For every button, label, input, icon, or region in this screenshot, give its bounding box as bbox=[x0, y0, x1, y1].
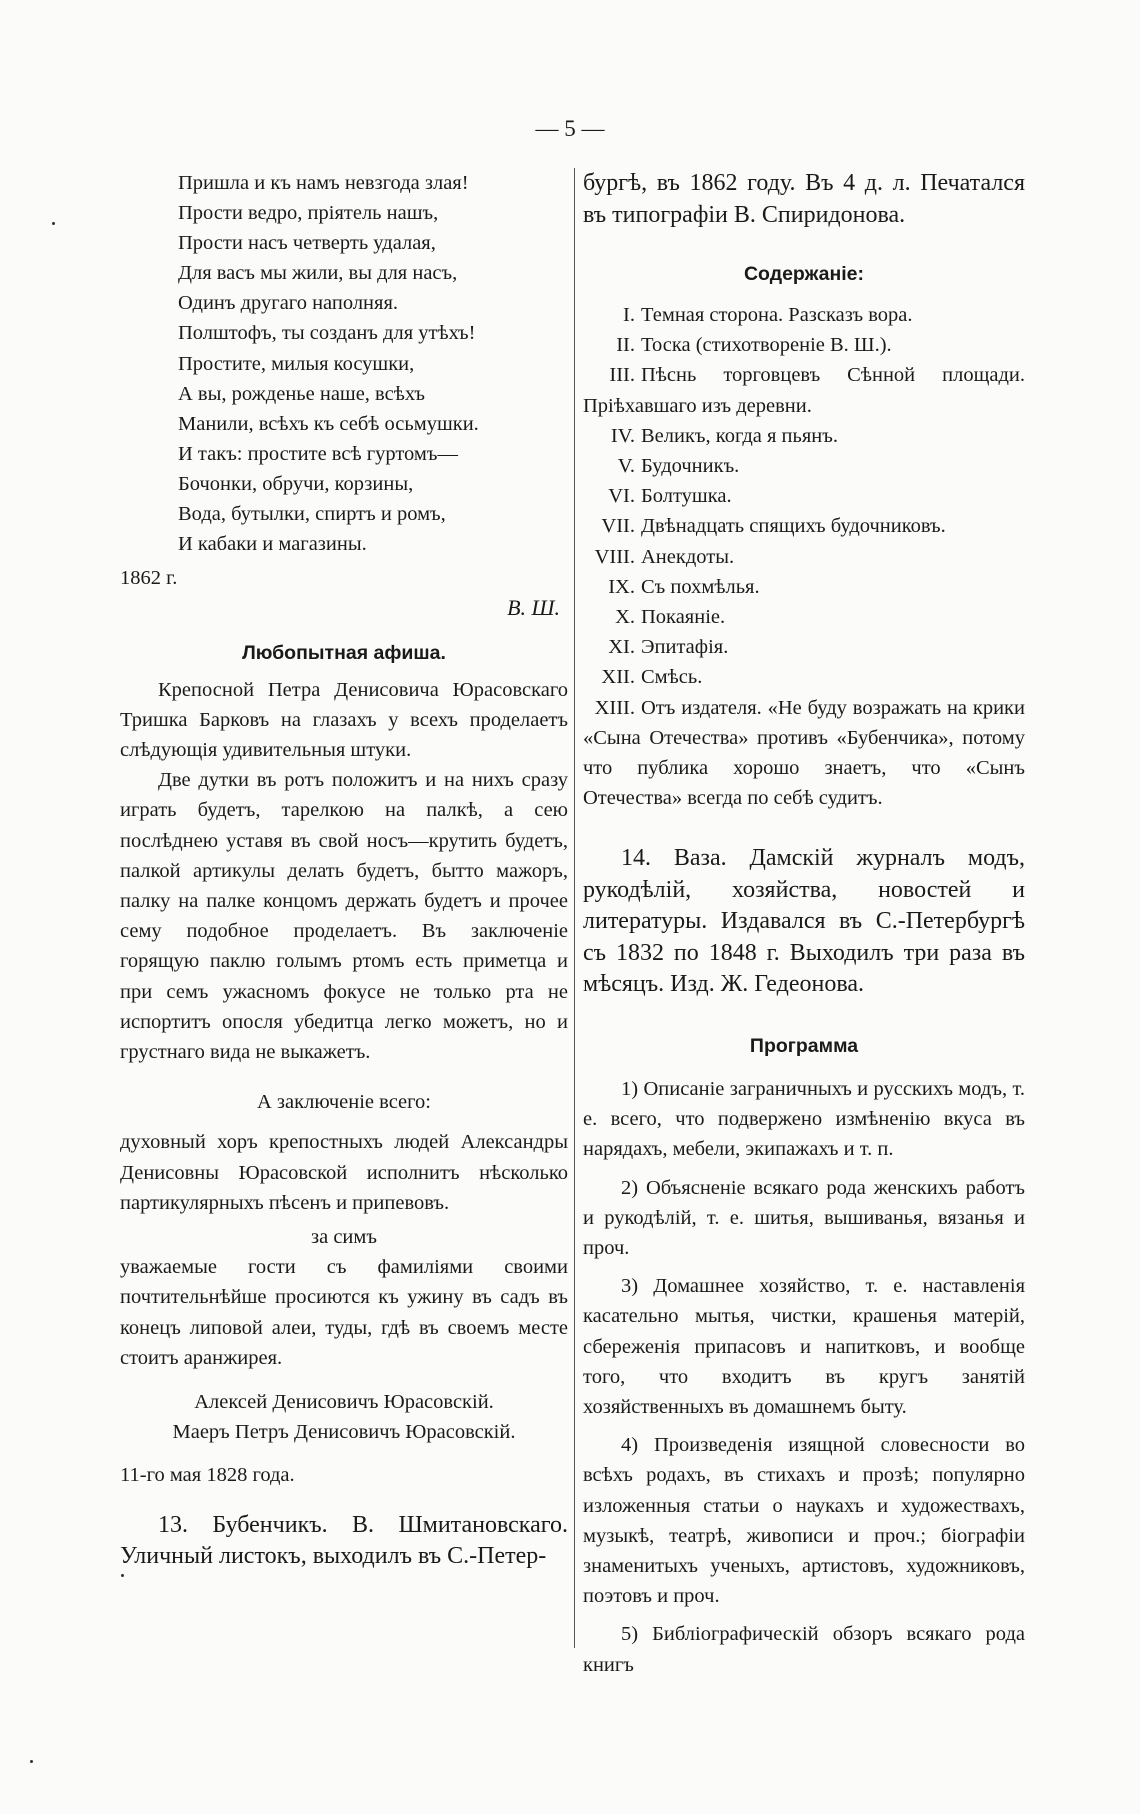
print-speck bbox=[30, 1760, 33, 1763]
after-label: за симъ bbox=[311, 1226, 377, 1249]
page-number: — 5 — bbox=[535, 116, 605, 141]
contents-item-text: Съ похмѣлья. bbox=[641, 575, 760, 598]
poem-year: 1862 г. bbox=[120, 567, 178, 590]
contents-item-text: Будочникъ. bbox=[641, 455, 740, 478]
contents-item bbox=[583, 421, 1025, 451]
contents-item-text: Темная сторона. Разсказъ вора. bbox=[641, 304, 913, 326]
poem-line: Полштофъ, ты созданъ для утѣхъ! bbox=[178, 322, 476, 345]
column-divider bbox=[574, 168, 575, 1648]
contents-item bbox=[583, 602, 1025, 632]
contents-item-number: IV. bbox=[610, 424, 635, 447]
poem-line: Простите, милыя косушки, bbox=[178, 352, 415, 375]
contents-item-text: Пѣснь торговцевъ Сѣнной площади. Пріѣхавшаго изъ деревни. bbox=[583, 364, 1025, 417]
poem-line: Для васъ мы жили, вы для насъ, bbox=[178, 262, 458, 285]
poem-line: И кабаки и магазины. bbox=[178, 533, 367, 556]
date: 11-го мая 1828 года. bbox=[120, 1463, 295, 1486]
contents-list bbox=[583, 300, 1025, 813]
contents-item-number: IX. bbox=[608, 575, 635, 598]
print-speck bbox=[121, 1574, 124, 1577]
print-speck bbox=[52, 222, 55, 225]
bibliography-entry-13-continued: бургѣ, въ 1862 году. Въ 4 д. л. Печатался въ типографіи В. Спиридонова. bbox=[583, 170, 1025, 228]
contents-item-text: Тоска (стихотвореніе В. Ш.). bbox=[641, 334, 892, 357]
contents-item-text: Анекдоты. bbox=[641, 545, 735, 568]
poem-line: Пришла и къ намъ невзгода злая! bbox=[178, 172, 469, 194]
contents-item-text: Покаяніе. bbox=[641, 606, 726, 629]
contents-item-number: I. bbox=[623, 304, 635, 326]
right-column bbox=[583, 168, 1025, 1680]
contents-item bbox=[583, 693, 1025, 814]
program-item: 2) Объясненіе всякаго рода женскихъ работъ и рукодѣлій, т. е. шитья, вышиванья, вязанья и проч. bbox=[583, 1176, 1025, 1259]
afisha-paragraph: Крепосной Петра Денисовича Юрасовскаго Тришка Барковъ на глазахъ у всехъ проделаетъ слѣдующія удивительныя штуки. bbox=[120, 678, 568, 762]
contents-item bbox=[583, 451, 1025, 481]
bibliography-entry-14: 14. Ваза. Дамскій журналъ модъ, рукодѣлій, хозяйства, новостей и литературы. Издавался въ С.-Петербургѣ съ 1832 по 1848 г. Выходилъ три раза въ мѣсяцъ. Изд. Ж. Гедеонова. bbox=[583, 845, 1025, 998]
contents-item bbox=[583, 360, 1025, 420]
contents-item bbox=[583, 662, 1025, 692]
contents-item-number: XIII. bbox=[594, 696, 635, 719]
program-item: 5) Библіографическій обзоръ всякаго рода книгъ bbox=[583, 1623, 1025, 1676]
contents-item bbox=[583, 481, 1025, 511]
signatory: Алексей Денисовичъ Юрасовскій. bbox=[194, 1391, 494, 1414]
contents-heading: Содержаніе: bbox=[743, 263, 865, 285]
contents-item-number: III. bbox=[609, 364, 635, 387]
program-item: 4) Произведенія изящной словесности во всѣхъ родахъ, въ стихахъ и прозѣ; популярно изложенныя статьи о наукахъ и художествахъ, музыкѣ, театрѣ, живописи и проч.; біографіи знаменитыхъ ученыхъ, артистовъ, художниковъ, поэтовъ и проч. bbox=[583, 1434, 1025, 1608]
program-item: 1) Описаніе заграничныхъ и русскихъ модъ, т. е. всего, что подвержено измѣненію вкуса въ нарядахъ, мебели, экипажахъ и т. п. bbox=[583, 1077, 1025, 1161]
contents-item bbox=[583, 511, 1025, 541]
poem-line: Манили, всѣхъ къ себѣ осьмушки. bbox=[178, 412, 479, 435]
poem-line: Бочонки, обручи, корзины, bbox=[178, 472, 414, 495]
contents-item-text: Отъ издателя. «Не буду возражать на крики «Сына Отечества» противъ «Бубенчика», потому что публика хорошо знаетъ, что «Сынъ Отечества» всегда по себѣ судитъ. bbox=[583, 696, 1025, 810]
afisha-paragraph: Две дутки въ ротъ положитъ и на нихъ сразу играть будетъ, тарелкою на палкѣ, а сею послѣднею уставя въ свой носъ—крутить будетъ, палкой артикулы делать будетъ, бытто мажоръ, палку на палке концомъ держать будетъ и прочее сему подобное проделаетъ. Въ заключеніе горящую паклю голымъ ртомъ есть приметца и при семъ ужасномъ фокусе не только рта не испортитъ опосля убедитца легко можетъ, но и грустнаго вида не выкажетъ. bbox=[120, 769, 568, 1064]
contents-item-number: II. bbox=[616, 334, 635, 357]
program-heading: Программа bbox=[749, 1034, 859, 1057]
contents-item-text: Смѣсь. bbox=[641, 666, 703, 689]
contents-item bbox=[583, 632, 1025, 662]
poem-line: А вы, рожденье наше, всѣхъ bbox=[178, 382, 425, 405]
poem-signature: В. Ш. bbox=[507, 595, 560, 621]
poem-line: Прости насъ четверть удалая, bbox=[178, 232, 436, 255]
contents-item-number: VII. bbox=[601, 515, 635, 538]
contents-item-number: V. bbox=[617, 455, 635, 478]
poem-line: Вода, бутылки, спиртъ и ромъ, bbox=[178, 503, 446, 526]
guests-text: уважаемые гости съ фамиліями своими почтительнѣйше просиются къ ужину въ садъ въ конецъ липовой алеи, туды, гдѣ въ своемъ месте стоитъ аранжирея. bbox=[120, 1256, 568, 1369]
poem bbox=[178, 168, 568, 559]
choir-text: духовный хоръ крепостныхъ людей Александры Денисовны Юрасовской исполнитъ нѣсколько партикулярныхъ пѣсенъ и припевовъ. bbox=[120, 1131, 568, 1214]
bibliography-entry-13: 13. Бубенчикъ. В. Шмитановскаго. Уличный листокъ, выходилъ въ С.-Петер- bbox=[120, 1511, 568, 1570]
conclusion-label: А заключеніе всего: bbox=[257, 1091, 431, 1114]
contents-item-number: XI. bbox=[608, 636, 635, 659]
contents-item bbox=[583, 330, 1025, 360]
contents-item-text: Великъ, когда я пьянъ. bbox=[641, 424, 838, 447]
poem-line: И такъ: простите всѣ гуртомъ— bbox=[178, 442, 458, 465]
afisha-heading: Любопытная афиша. bbox=[242, 641, 446, 664]
contents-item bbox=[583, 300, 1025, 330]
contents-item-number: VI. bbox=[608, 485, 635, 508]
contents-item bbox=[583, 572, 1025, 602]
contents-item-text: Двѣнадцать спящихъ будочниковъ. bbox=[641, 515, 946, 538]
contents-item-text: Болтушка. bbox=[641, 485, 732, 508]
contents-item-number: XII. bbox=[601, 666, 635, 689]
signatory: Маеръ Петръ Денисовичъ Юрасовскій. bbox=[172, 1421, 516, 1444]
poem-line: Одинъ другаго наполняя. bbox=[178, 292, 399, 315]
contents-item-number: VIII. bbox=[594, 545, 635, 568]
program-item: 3) Домашнее хозяйство, т. е. наставленія касательно мытья, чистки, крашенья матерій, сбереженія припасовъ и напитковъ, и вообще того, что входитъ въ кругъ занятій хозяйственныхъ въ домашнемъ быту. bbox=[583, 1275, 1025, 1418]
contents-item bbox=[583, 542, 1025, 572]
poem-line: Прости ведро, пріятель нашъ, bbox=[178, 202, 439, 225]
left-column bbox=[120, 168, 568, 1573]
contents-item-number: X. bbox=[615, 606, 635, 629]
contents-item-text: Эпитафія. bbox=[641, 636, 729, 659]
